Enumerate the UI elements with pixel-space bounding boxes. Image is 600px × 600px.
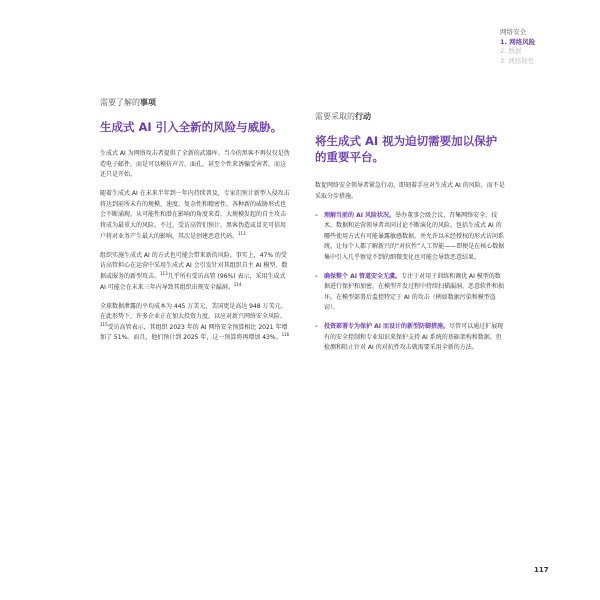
footnote-ref[interactable]: 113 [160, 270, 168, 276]
left-eyebrow-bold: 事项 [140, 98, 156, 107]
action-list [315, 211, 505, 354]
left-paragraph-4 [100, 302, 290, 344]
paragraph-text: 受访高管表示，其组织 2023 年的 AI 网络安全预算相比 2021 年增加了 51%。而且，他们预计到 2025 年，这一预算将再增加 43%。 [100, 323, 288, 342]
action-item-text: 举办董事会级会议，召集网络安全、技术、数据和运营领导者共同讨论不断演化的风险。包括生成式 AI 的哪些使用方式有可能暴露敏感数据，并允许以未经授权的形式访问系统。让每个人都了解新兴的“对抗性”人工智能——即便是在核心数据集中引入几乎察觉不到的细微变化也可能会导致恶意结果。 [324, 211, 505, 262]
right-headline: 将生成式 AI 视为迫切需要加以保护的重要平台。 [315, 134, 498, 164]
action-item-text: 尽管可以通过扩展现有的安全控制和专业知识来保护支持 AI 系统的基础架构和数据，但检测和阻止针对 AI 的对抗性攻击就需要采用全新的方法。 [324, 323, 504, 352]
nav-item-cybersecurity[interactable]: 网络安全 [500, 28, 526, 36]
footnote-ref[interactable]: 115 [100, 321, 108, 327]
left-column [100, 98, 290, 353]
right-intro: 数促网络安全领导者紧急行动，即刻着手应对生成式 AI 的风险，而不是采取分步措施。 [315, 182, 505, 200]
nav-item-cyber-risk[interactable]: 1. 网络风险 [500, 37, 536, 46]
action-item [315, 211, 505, 264]
right-eyebrow [315, 112, 505, 122]
left-paragraph-1 [100, 149, 290, 181]
action-item-text: 专注于对用于训练和调优 AI 模型的数据进行保护和加密。在模型开发过程中持续扫描漏洞、恶意软件和损坏。在模型部署后监控特定于 AI 的攻击（例如数据污染和模型盗窃）。 [324, 272, 505, 312]
paragraph-text: 随着生成式 AI 在未来半年到一年内持续普及，专家们预计新型入侵攻击将达到前所未有的规模、速度、复杂性和精密性，各种新的威胁形式也会不断涌现。从可能性和潜在影响的角度来看，大规模发起的自主攻击将成为最重大的风险。不过，受访高管们预计，黑客伪造或冒充可信用户将对业务产生最大的影响，其次是创建恶意代码。 [100, 190, 290, 240]
page-number: 117 [534, 566, 549, 574]
footnote-ref[interactable]: 116 [281, 332, 290, 338]
left-eyebrow [100, 98, 290, 108]
paragraph-text: 几乎所有受访高管 (96%) 表示，采用生成式 AI 可能会在未来三年内导致其组织出现安全漏洞。 [100, 272, 286, 291]
left-eyebrow-prefix: 需要了解的 [100, 98, 140, 107]
left-paragraph-3 [100, 251, 290, 293]
left-paragraph-2 [100, 189, 290, 242]
nav-item-cyber-resilience[interactable]: 3. 网络韧性 [500, 56, 535, 65]
paragraph-text: 生成式 AI 为网络攻击者提供了全新的武器库。当今的黑客不再仅仅是伪造电子邮件，而是可以模仿声音、面孔，甚至个性来诱骗受害者。而这还只是开始。 [100, 150, 290, 179]
right-eyebrow-bold: 行动 [355, 112, 371, 121]
action-item [315, 272, 505, 314]
action-item-lead: 理解当前的 AI 风险状况。 [324, 211, 396, 219]
nav-item-data[interactable]: 2. 数据 [500, 47, 522, 55]
right-eyebrow-prefix: 需要采取的 [315, 112, 355, 121]
paragraph-text: 组织实施生成式 AI 的方式也可能会带来新的风险。事实上，47% 的受访高管担心在运营中采用生成式 AI 会引发针对其组织自主 AI 模型、数据或服务的新型攻击。 [100, 251, 288, 280]
footnote-ref[interactable]: 114 [233, 281, 242, 287]
footnote-ref[interactable]: 113 [238, 230, 246, 236]
action-item-lead: 投资部署专为保护 AI 而设计的新型防御措施。 [324, 323, 450, 331]
paragraph-text: 全球数据泄露的平均成本为 445 万美元，美国更是高达 948 万美元。在此形势下，许多企业正在加大投资力度，以应对新兴网络安全风险。 [100, 302, 287, 321]
action-item-lead: 确保整个 AI 管道安全无虞。 [324, 272, 402, 280]
right-column [315, 112, 505, 362]
action-item [315, 322, 505, 354]
left-headline: 生成式 AI 引入全新的风险与威胁。 [100, 120, 283, 134]
section-nav [500, 28, 535, 66]
